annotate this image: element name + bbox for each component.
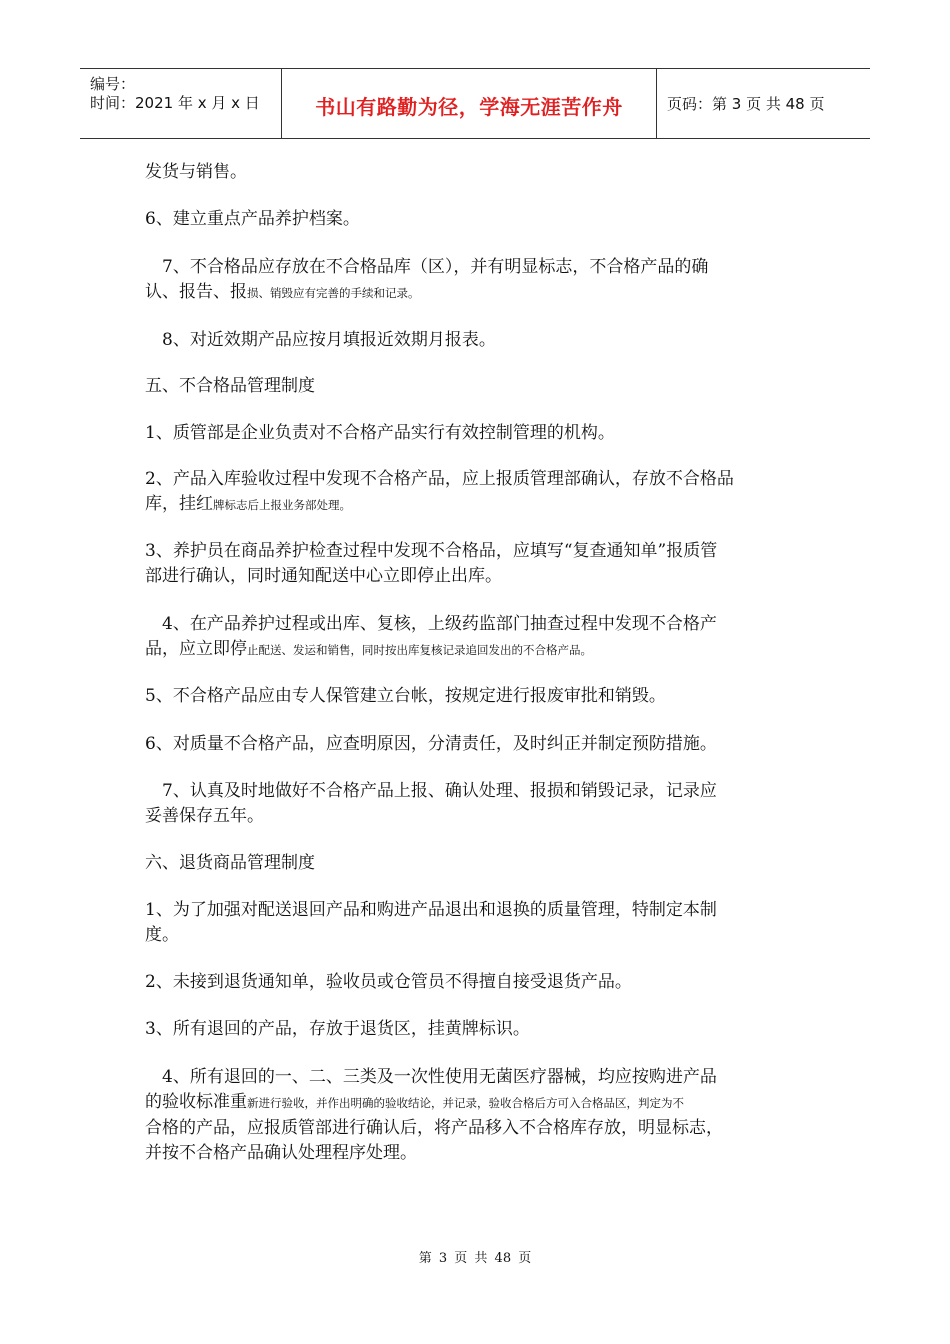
paragraph [145, 732, 810, 757]
section-heading [145, 374, 810, 399]
paragraph [145, 467, 810, 518]
paragraph-line [145, 328, 810, 353]
paragraph-line [145, 898, 810, 923]
line-text: 发货与销售。 [145, 162, 247, 182]
line-small-text: 新进行验收，并作出明确的验收结论，并记录，验收合格后方可入合格品区，判定为不 [247, 1096, 684, 1110]
line-text: 2、产品入库验收过程中发现不合格产品，应上报质管理部确认，存放不合格品 [145, 469, 734, 489]
page-footer: 第 3 页 共 48 页 [418, 1251, 532, 1266]
paragraph-line [145, 467, 810, 492]
document-header [80, 68, 870, 139]
paragraph [145, 328, 810, 353]
line-text: 并按不合格产品确认处理程序处理。 [145, 1143, 417, 1163]
line-text: 3、所有退回的产品，存放于退货区，挂黄牌标识。 [145, 1019, 530, 1039]
paragraph [145, 684, 810, 709]
paragraph [145, 779, 810, 829]
line-text: 的验收标准重 [145, 1092, 247, 1112]
header-motto: 书山有路勤为径，学海无涯苦作舟 [315, 95, 623, 119]
paragraph [145, 207, 810, 232]
line-text: 1、为了加强对配送退回产品和购进产品退出和退换的质量管理，特制定本制 [145, 900, 717, 920]
paragraph-line [145, 207, 810, 232]
line-text: 7、认真及时地做好不合格产品上报、确认处理、报损和销毁记录，记录应 [145, 781, 717, 801]
section-heading [145, 851, 810, 876]
paragraph [145, 539, 810, 589]
header-motto-cell [282, 69, 657, 138]
paragraph-line [145, 539, 810, 564]
line-text: 六、退货商品管理制度 [145, 853, 315, 873]
line-text: 合格的产品，应报质管部进行确认后，将产品移入不合格库存放，明显标志， [145, 1118, 723, 1138]
line-text: 度。 [145, 925, 179, 945]
paragraph-line [145, 684, 810, 709]
document-date: 时间：2021 年 x 月 x 日 [90, 94, 260, 112]
paragraph-line [145, 612, 810, 637]
line-small-text: 止配送、发运和销售，同时按出库复核记录追回发出的不合格产品。 [247, 643, 592, 657]
paragraph-line [145, 637, 810, 663]
line-text: 8、对近效期产品应按月填报近效期月报表。 [145, 330, 496, 350]
paragraph-line [145, 255, 810, 280]
paragraph-line [145, 1017, 810, 1042]
paragraph-line [145, 779, 810, 804]
paragraph-line [145, 851, 810, 876]
line-text: 2、未接到退货通知单，验收员或仓管员不得擅自接受退货产品。 [145, 972, 632, 992]
line-text: 库，挂红 [145, 494, 213, 514]
paragraph-line [145, 160, 810, 185]
paragraph [145, 1065, 810, 1166]
paragraph-line [145, 1116, 810, 1141]
line-text: 6、对质量不合格产品，应查明原因，分清责任，及时纠正并制定预防措施。 [145, 734, 717, 754]
line-text: 妥善保存五年。 [145, 806, 264, 826]
paragraph-line [145, 492, 810, 518]
paragraph-line [145, 374, 810, 399]
paragraph [145, 612, 810, 663]
line-text: 1、质管部是企业负责对不合格产品实行有效控制管理的机构。 [145, 423, 615, 443]
line-text: 7、不合格品应存放在不合格品库（区），并有明显标志，不合格产品的确 [145, 257, 709, 277]
paragraph-line [145, 421, 810, 446]
paragraph-line [145, 1090, 810, 1116]
line-small-text: 牌标志后上报业务部处理。 [213, 498, 351, 512]
paragraph-line [145, 970, 810, 995]
paragraph [145, 898, 810, 948]
document-number-label: 编号： [90, 75, 136, 93]
paragraph [145, 1017, 810, 1042]
line-text: 五、不合格品管理制度 [145, 376, 315, 396]
line-small-text: 损、销毁应有完善的手续和记录。 [247, 286, 420, 300]
line-text: 4、在产品养护过程或出库、复核，上级药监部门抽查过程中发现不合格产 [145, 614, 717, 634]
paragraph-line [145, 280, 810, 306]
paragraph-line [145, 732, 810, 757]
line-text: 部进行确认，同时通知配送中心立即停止出库。 [145, 566, 502, 586]
header-meta-cell [80, 69, 282, 138]
header-page-cell [657, 69, 870, 138]
paragraph [145, 970, 810, 995]
header-page-info: 页码：第 3 页 共 48 页 [667, 95, 825, 113]
paragraph-line [145, 1065, 810, 1090]
paragraph [145, 160, 810, 185]
paragraph-line [145, 804, 810, 829]
line-text: 5、不合格产品应由专人保管建立台帐，按规定进行报废审批和销毁。 [145, 686, 666, 706]
paragraph-line [145, 923, 810, 948]
line-text: 6、建立重点产品养护档案。 [145, 209, 360, 229]
line-text: 3、养护员在商品养护检查过程中发现不合格品，应填写“复查通知单”报质管 [145, 541, 718, 561]
line-text: 品，应立即停 [145, 639, 247, 659]
paragraph-line [145, 564, 810, 589]
paragraph [145, 255, 810, 306]
line-text: 4、所有退回的一、二、三类及一次性使用无菌医疗器械，均应按购进产品 [145, 1067, 717, 1087]
paragraph-line [145, 1141, 810, 1166]
line-text: 认、报告、报 [145, 282, 247, 302]
paragraph [145, 421, 810, 446]
